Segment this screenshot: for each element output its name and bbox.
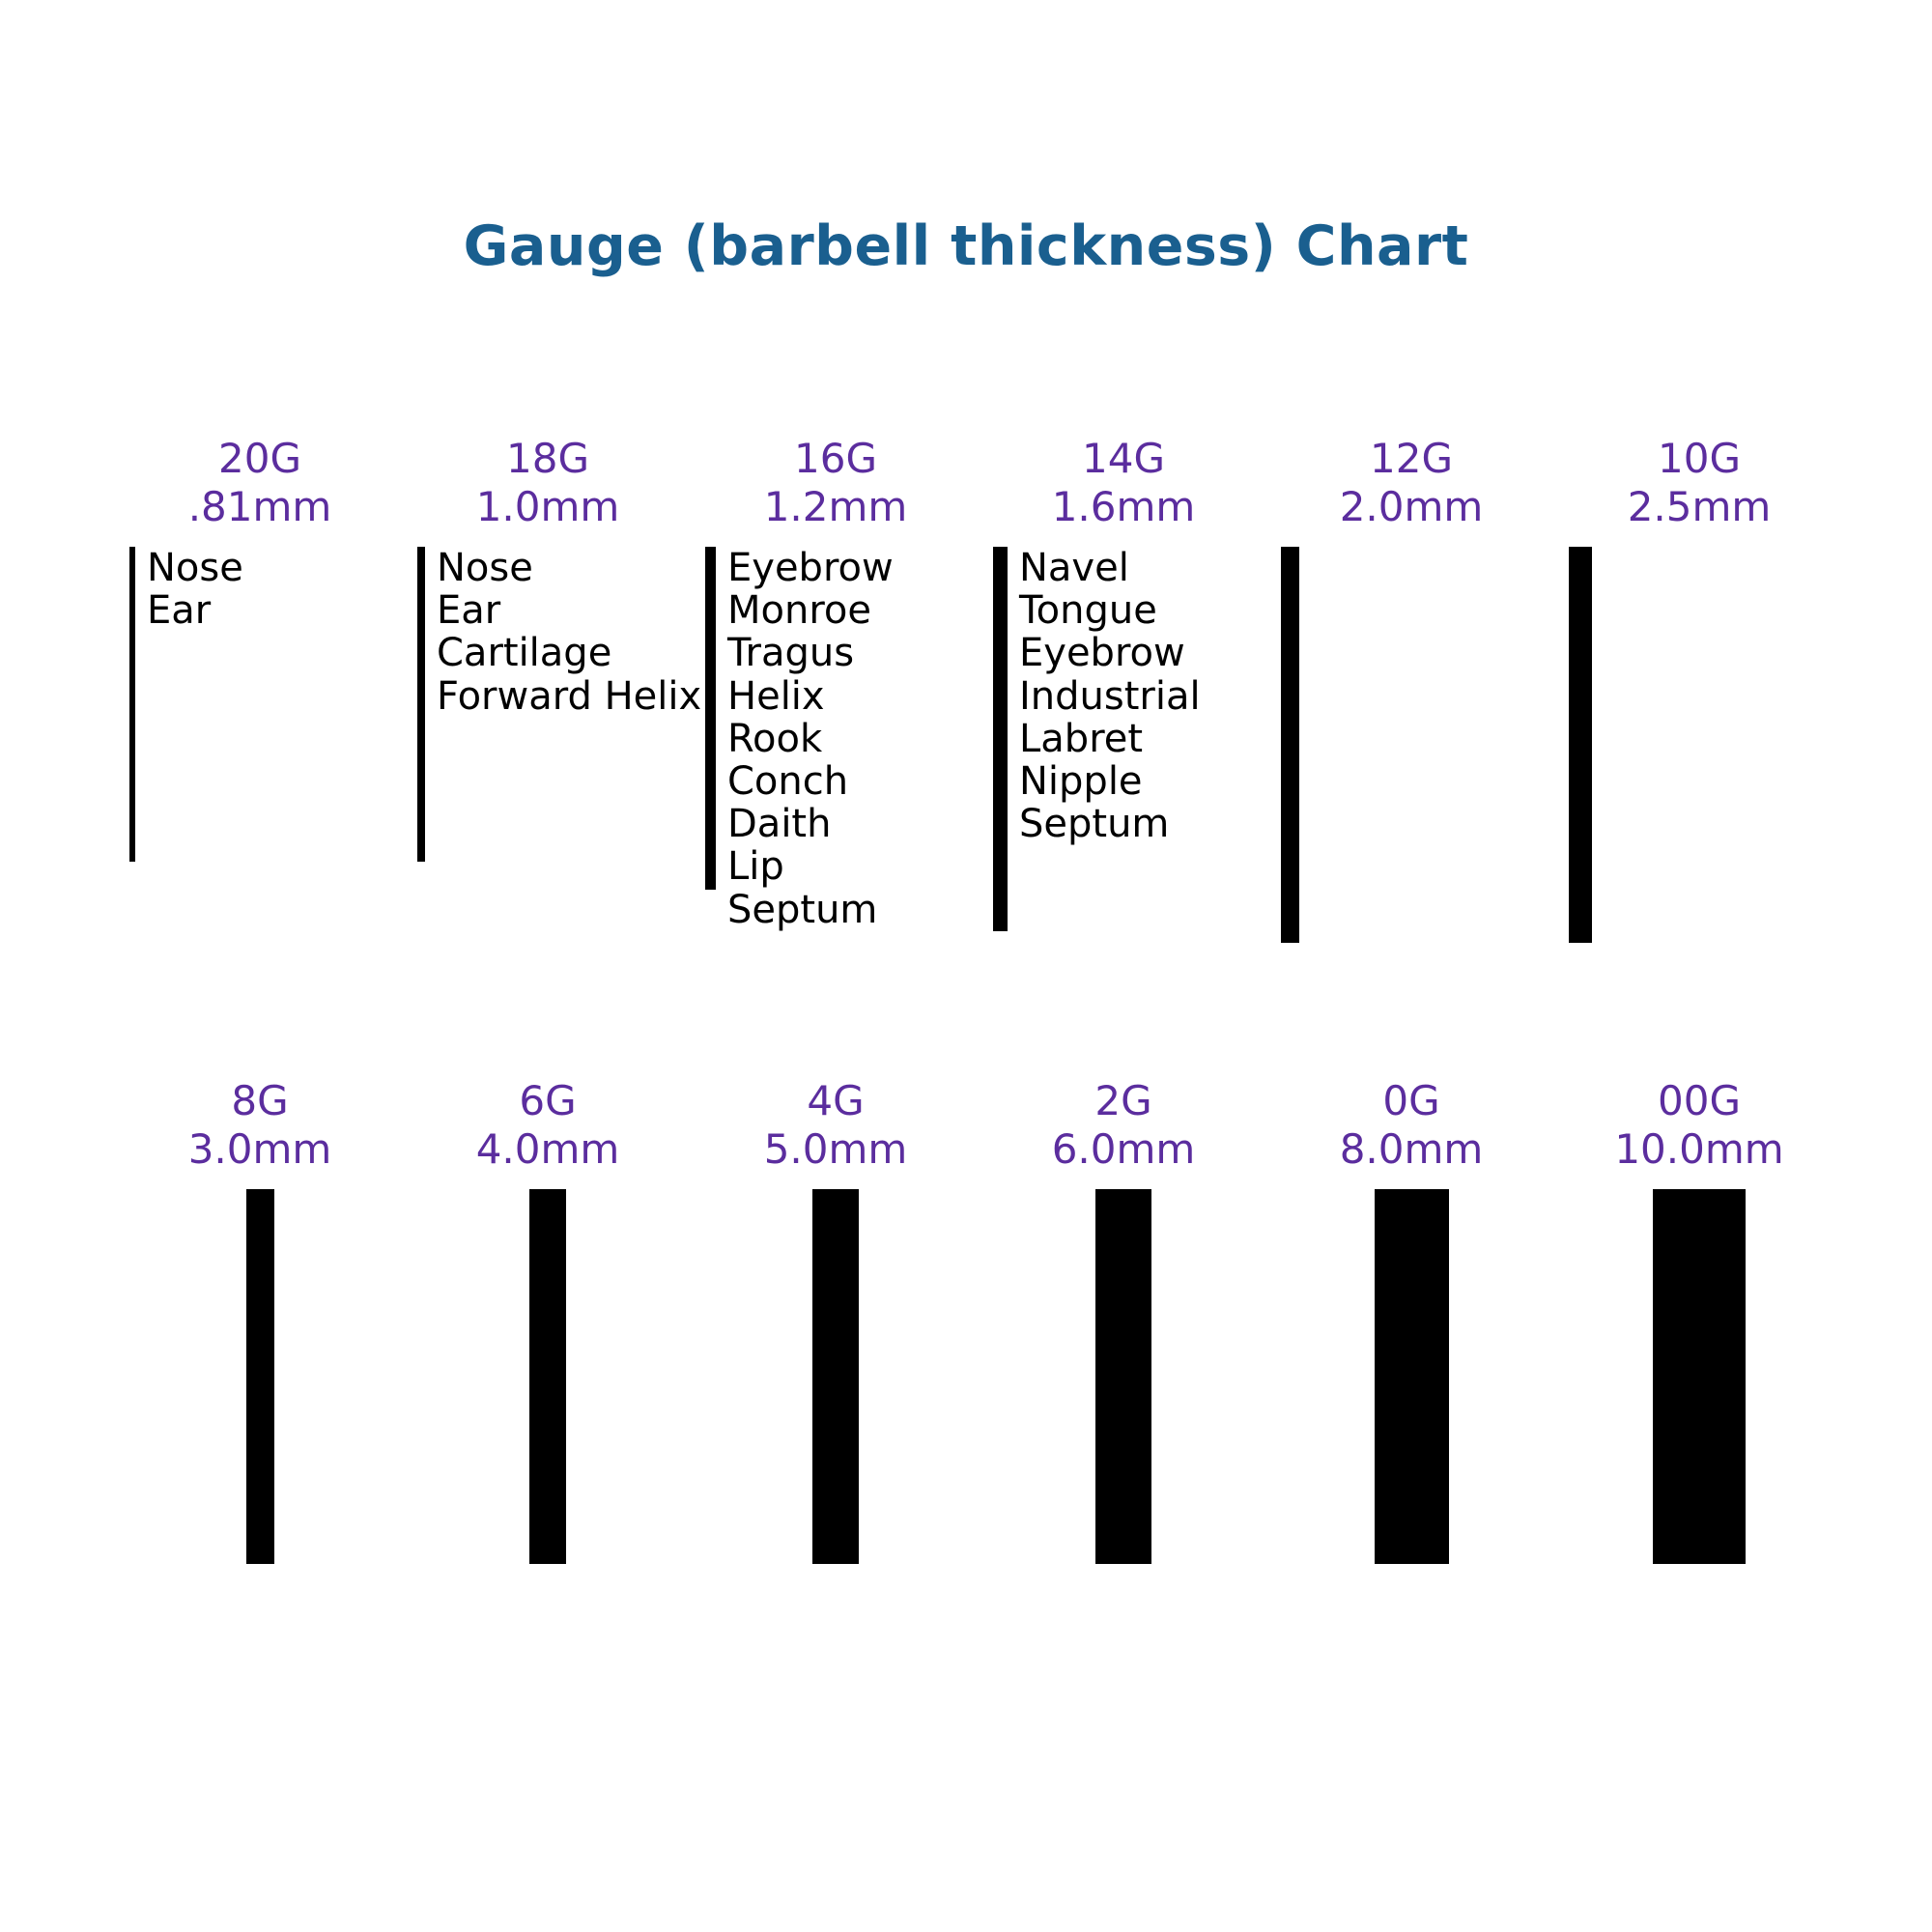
- gauge-size-label: 00G: [1658, 1077, 1741, 1124]
- gauge-mm-label: 1.0mm: [475, 482, 620, 530]
- gauge-thickness-bar: [246, 1189, 274, 1564]
- gauge-size-label: 12G: [1370, 435, 1453, 482]
- gauge-bar-group: [980, 1189, 1267, 1564]
- gauge-cell-0g: [1267, 1077, 1555, 1564]
- gauge-bar-group: [1542, 547, 1857, 943]
- gauge-size-label: 14G: [1082, 435, 1165, 482]
- piercing-site-item: Nose: [437, 546, 533, 591]
- gauge-mm-label: 3.0mm: [187, 1124, 332, 1173]
- piercing-site-item: Industrial: [1019, 673, 1201, 719]
- gauge-mm-label: 1.2mm: [763, 482, 908, 530]
- piercing-site-list: [135, 547, 243, 862]
- piercing-site-item: Eyebrow: [727, 546, 894, 591]
- gauge-thickness-bar: [1653, 1189, 1746, 1564]
- gauge-row-top: [116, 435, 1845, 943]
- piercing-site-item: Monroe: [727, 588, 871, 634]
- piercing-site-item: Helix: [727, 673, 825, 719]
- gauge-thickness-bar: [417, 547, 425, 862]
- piercing-site-item: Rook: [727, 716, 823, 761]
- gauge-bar-group: [692, 1189, 980, 1564]
- piercing-site-list: [716, 547, 894, 931]
- gauge-cell-10g: [1555, 435, 1843, 943]
- gauge-mm-label: 8.0mm: [1339, 1124, 1484, 1173]
- gauge-thickness-bar: [993, 547, 1008, 931]
- gauge-mm-label: 2.0mm: [1339, 482, 1484, 530]
- piercing-site-item: Nose: [147, 546, 243, 591]
- gauge-thickness-bar: [529, 1189, 566, 1564]
- piercing-site-item: Nipple: [1019, 759, 1143, 805]
- piercing-site-item: Conch: [727, 759, 849, 805]
- gauge-cell-12g: [1267, 435, 1555, 943]
- gauge-cell-4g: [692, 1077, 980, 1564]
- piercing-site-item: Septum: [1019, 802, 1170, 847]
- piercing-site-item: Ear: [147, 588, 212, 634]
- gauge-mm-label: 6.0mm: [1051, 1124, 1196, 1173]
- gauge-mm-label: 1.6mm: [1051, 482, 1196, 530]
- gauge-thickness-bar: [705, 547, 716, 890]
- gauge-cell-2g: [980, 1077, 1267, 1564]
- gauge-size-label: 2G: [1094, 1077, 1152, 1124]
- piercing-site-item: Ear: [437, 588, 501, 634]
- gauge-bar-group: [966, 547, 1281, 931]
- gauge-mm-label: .81mm: [187, 482, 332, 530]
- gauge-thickness-bar: [1375, 1189, 1449, 1564]
- gauge-thickness-bar: [1569, 547, 1592, 943]
- gauge-bar-group: [390, 547, 705, 862]
- piercing-site-item: Tragus: [727, 631, 855, 676]
- piercing-site-item: Eyebrow: [1019, 631, 1185, 676]
- piercing-site-item: Labret: [1019, 716, 1144, 761]
- gauge-cell-14g: [980, 435, 1267, 931]
- gauge-size-label: 18G: [506, 435, 589, 482]
- gauge-bar-group: [1267, 1189, 1555, 1564]
- gauge-cell-6g: [404, 1077, 692, 1564]
- piercing-site-item: Daith: [727, 802, 832, 847]
- gauge-bar-group: [404, 1189, 692, 1564]
- piercing-site-list: [1008, 547, 1201, 931]
- gauge-thickness-bar: [812, 1189, 859, 1564]
- gauge-size-label: 20G: [218, 435, 301, 482]
- gauge-cell-18g: [404, 435, 702, 862]
- gauge-mm-label: 2.5mm: [1627, 482, 1772, 530]
- gauge-bar-group: [678, 547, 993, 931]
- page-title: Gauge (barbell thickness) Chart: [463, 214, 1469, 278]
- gauge-size-label: 4G: [807, 1077, 865, 1124]
- gauge-cell-16g: [692, 435, 980, 931]
- gauge-size-label: 0G: [1382, 1077, 1440, 1124]
- gauge-thickness-bar: [1095, 1189, 1151, 1564]
- gauge-mm-label: 4.0mm: [475, 1124, 620, 1173]
- gauge-mm-label: 5.0mm: [763, 1124, 908, 1173]
- piercing-site-item: Cartilage: [437, 631, 612, 676]
- piercing-site-item: Lip: [727, 844, 784, 890]
- piercing-site-list: [425, 547, 701, 862]
- gauge-mm-label: 10.0mm: [1614, 1124, 1784, 1173]
- gauge-row-bottom: [116, 1077, 1845, 1564]
- gauge-cell-00g: [1555, 1077, 1843, 1564]
- gauge-bar-group: [102, 547, 417, 862]
- gauge-cell-8g: [116, 1077, 404, 1564]
- gauge-thickness-bar: [1281, 547, 1299, 943]
- piercing-site-item: Forward Helix: [437, 673, 702, 719]
- piercing-site-item: Septum: [727, 887, 878, 932]
- piercing-site-item: Navel: [1019, 546, 1129, 591]
- gauge-size-label: 6G: [519, 1077, 577, 1124]
- gauge-bar-group: [1254, 547, 1569, 943]
- piercing-site-item: Tongue: [1019, 588, 1157, 634]
- gauge-size-label: 10G: [1658, 435, 1741, 482]
- gauge-size-label: 8G: [231, 1077, 289, 1124]
- gauge-bar-group: [1555, 1189, 1843, 1564]
- gauge-size-label: 16G: [794, 435, 877, 482]
- gauge-cell-20g: [116, 435, 404, 862]
- gauge-bar-group: [116, 1189, 404, 1564]
